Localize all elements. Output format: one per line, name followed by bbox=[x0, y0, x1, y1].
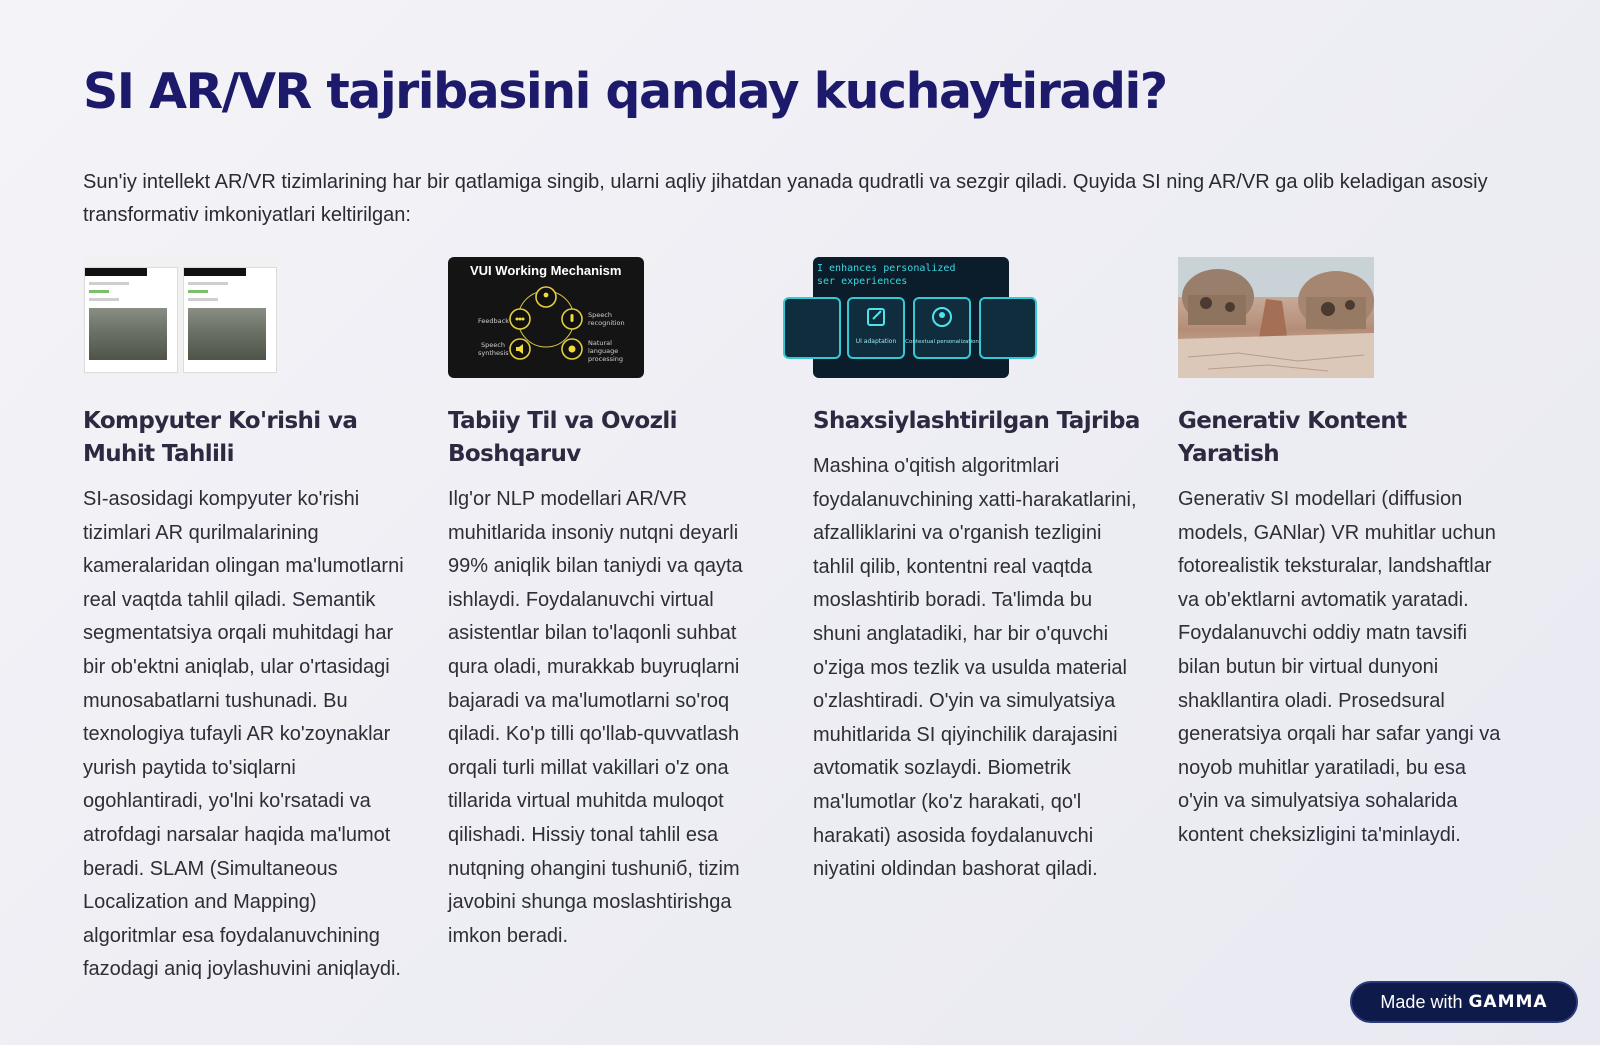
tile-contextual-label: Contextual personalization bbox=[905, 339, 979, 345]
card-title: Generativ Kontent Yaratish bbox=[1178, 408, 1407, 467]
vui-label-nlp-3: processing bbox=[588, 355, 624, 363]
tile-ui-adaptation-label: UI adaptation bbox=[855, 338, 897, 345]
vui-label-speech-synthesis-2: synthesis bbox=[478, 349, 509, 357]
vui-label-feedback: Feedback bbox=[478, 317, 509, 325]
card-title: Kompyuter Ko'rishi va Muhit Tahlili bbox=[83, 408, 358, 467]
card-natural-language bbox=[448, 257, 778, 953]
personalization-caption-1: I enhances personalized bbox=[817, 263, 956, 274]
intro-paragraph: Sun'iy intellekt AR/VR tizimlarining har bir qatlamiga singib, ularni aqliy jihatdan yanada qudratli va sezgir qiladi. Quyida SI ning AR/VR ga olib keladigan asosiy transformativ imkoniyatlari keltirilgan: bbox=[83, 171, 1488, 226]
card-personalized bbox=[813, 257, 1143, 887]
card-title: Shaxsiylashtirilgan Tajriba bbox=[813, 408, 1140, 434]
vui-label-speech-recognition-1: Speech bbox=[588, 311, 612, 319]
card-body: Ilg'or NLP modellari AR/VR muhitlarida insoniy nutqni deyarli 99% aniqlik bilan taniydi va qayta ishlaydi. Foydalanuvchi virtual asistentlar bilan to'laqonli suhbat qura oladi, murakkab buyruqlarni bajaradi va ma'lumotlarni so'roq qiladi. Ko'p tilli qo'llab-quvvatlash orqali turli millat vakillari o'z ona tillarida virtual muhitda muloqot qilishadi. Hissiy tonal tahlil esa nutqning ohangini tushuniб, tizim javobini shunga moslashtirishga imkon beradi. bbox=[448, 488, 743, 947]
vui-diagram-heading: VUI Working Mechanism bbox=[470, 263, 622, 278]
object-detection-screenshots-icon bbox=[83, 257, 279, 378]
vui-label-nlp-1: Natural bbox=[588, 339, 612, 347]
card-computer-vision bbox=[83, 257, 413, 987]
card-body: Mashina o'qitish algoritmlari foydalanuvchining xatti-harakatlarini, afzalliklarini va o'rganish tezligini tahlil qilib, kontentni real vaqtda moslashtirib boradi. Ta'limda bu shuni anglatadiki, har bir o'quvchi o'ziga mos tezlik va usulda material o'zlashtiradi. O'yin va simulyatsiya muhitlarida SI qiyinchilik darajasini avtomatik sozlaydi. Biometrik ma'lumotlar (ko'z harakati, qo'l harakati) asosida foydalanuvchi niyatini oldindan bashorat qiladi. bbox=[813, 455, 1137, 881]
page-title: SI AR/VR tajribasini qanday kuchaytiradi? bbox=[83, 63, 1167, 120]
card-title: Tabiiy Til va Ovozli Boshqaruv bbox=[448, 408, 677, 467]
personalization-tiles-icon bbox=[813, 257, 1009, 378]
card-generative bbox=[1178, 257, 1508, 853]
vui-cycle-diagram bbox=[448, 257, 644, 378]
card-body: SI-asosidagi kompyuter ko'rishi tizimlari AR qurilmalarining kameralaridan olingan ma'lumotlarni real vaqtda tahlil qiladi. Semantik segmentatsiya orqali muhitdagi har bir ob'ektni aniqlab, ular o'rtasidagi munosabatlarni tushunadi. Bu texnologiya tufayli AR ko'zoynaklar yurish paytida to'siqlarni ogohlantiradi, yo'lni ko'rsatadi va atrofdagi narsalar haqida ma'lumot beradi. SLAM (Simultaneous Localization and Mapping) algoritmlar esa foydalanuvchining fazodagi aniq joylashuvini aniqlaydi. bbox=[83, 488, 404, 981]
personalization-caption-2: ser experiences bbox=[817, 276, 908, 287]
gamma-logo-icon: GAMMA bbox=[1468, 992, 1548, 1012]
vui-label-speech-synthesis-1: Speech bbox=[481, 341, 505, 349]
generated-landscape-icon bbox=[1178, 257, 1374, 378]
made-with-gamma-badge[interactable] bbox=[1350, 981, 1578, 1023]
vui-diagram-icon bbox=[448, 257, 644, 378]
vui-label-speech-recognition-2: recognition bbox=[588, 319, 625, 327]
badge-prefix: Made with bbox=[1380, 991, 1463, 1012]
vui-label-nlp-2: language bbox=[588, 347, 619, 355]
card-body: Generativ SI modellari (diffusion models, GANlar) VR muhitlar uchun fotorealistik teksturalar, landshaftlar va ob'ektlarni avtomatik yaratadi. Foydalanuvchi oddiy matn tavsifi bilan butun bir virtual dunyoni shakllantira oladi. Prosedsural generatsiya orqali har safar yangi va noyob muhitlar yaratiladi, bu esa o'yin va simulyatsiya sohalarida kontent cheksizligini ta'minlaydi. bbox=[1178, 488, 1501, 846]
